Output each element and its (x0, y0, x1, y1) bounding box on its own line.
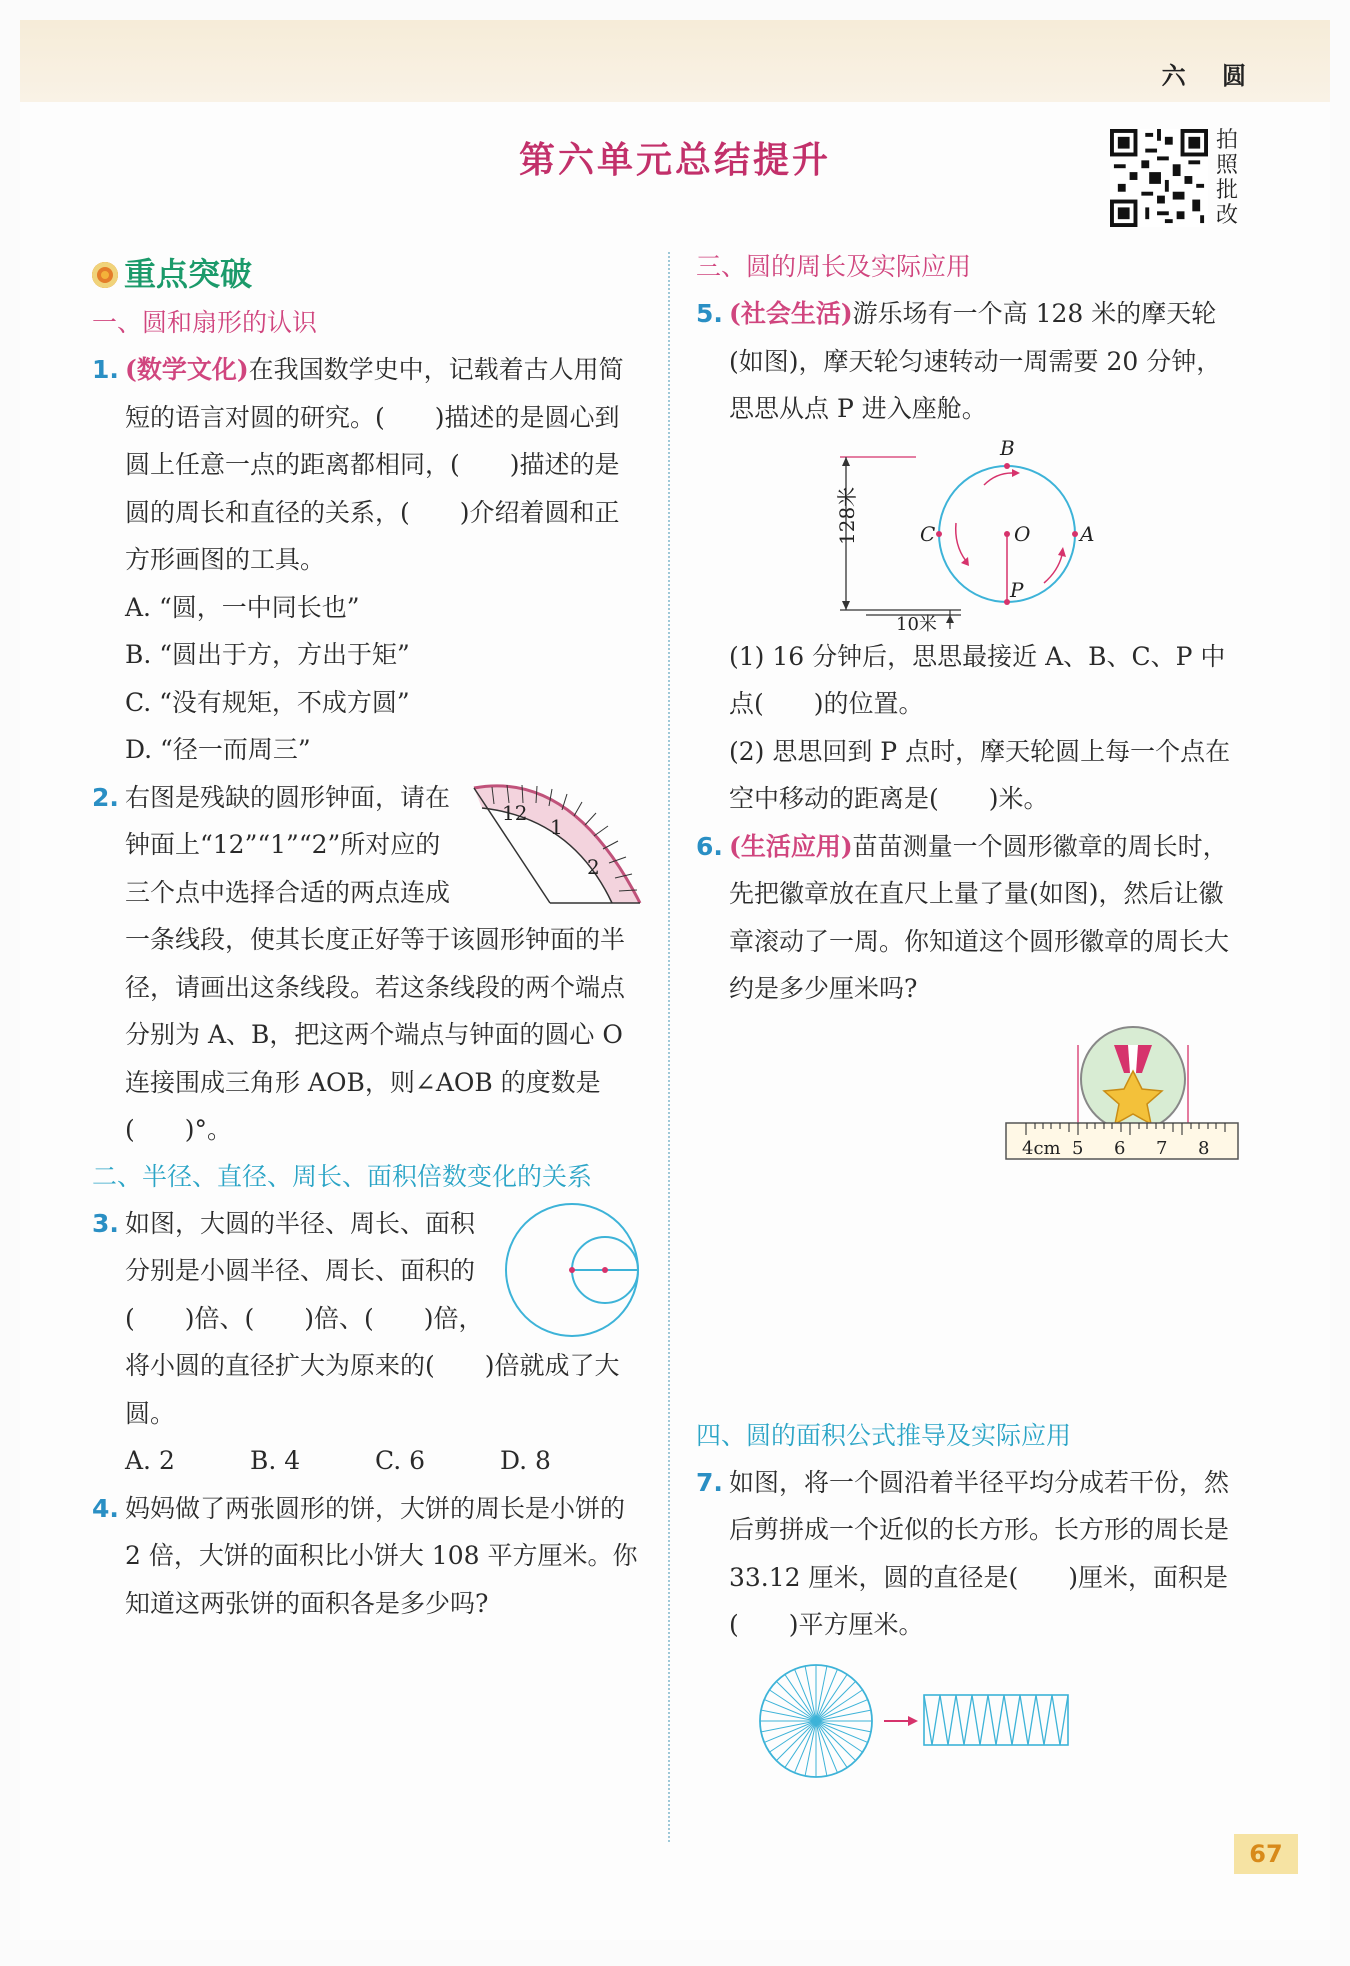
target-icon (92, 262, 118, 288)
option-b: B. “圆出于方，方出于矩” (125, 640, 410, 669)
ruler-label-4cm: 4cm (1022, 1137, 1061, 1159)
two-circles-figure (502, 1200, 642, 1340)
question-text: 如图，将一个圆沿着半径平均分成若干份，然后剪拼成一个近似的长方形。长方形的周长是 33.12 厘米，圆的直径是( )厘米，面积是( )平方厘米。 (729, 1467, 1230, 1639)
question-5 (696, 290, 1241, 433)
choice-b: B. 4 (250, 1446, 301, 1475)
question-number: 5. (696, 299, 723, 328)
option-d: D. “径一而周三” (125, 735, 311, 764)
point-p: P (1010, 577, 1024, 602)
key-points-heading (92, 248, 642, 300)
clock-label-1: 1 (550, 814, 563, 839)
question-2 (92, 774, 642, 1154)
question-5-part-1 (696, 633, 1241, 728)
page-title: 第六单元总结提升 (518, 140, 831, 181)
height-label: 128米 (835, 486, 859, 545)
question-number: 2. (92, 782, 119, 812)
question-1 (92, 346, 642, 584)
question-tag: (数学文化) (125, 355, 249, 384)
ruler-label-8: 8 (1198, 1137, 1210, 1159)
answer-space (696, 1181, 1241, 1413)
circle-to-rectangle-figure (696, 1659, 1241, 1789)
choice-d: D. 8 (500, 1446, 551, 1475)
question-text: 如图，大圆的半径、周长、面积分别是小圆半径、周长、面积的( )倍、( )倍、( )倍，将小圆的直径扩大为原来的( )倍就成了大圆。 (125, 1208, 620, 1428)
choice-c: C. 6 (375, 1446, 426, 1475)
broken-clock-figure (472, 778, 642, 906)
circle-sector-line (816, 1721, 856, 1761)
question-3 (92, 1200, 642, 1438)
question-7 (696, 1459, 1241, 1649)
question-4 (92, 1485, 642, 1628)
point-o: O (1014, 521, 1031, 546)
choice-a: A. 2 (125, 1446, 175, 1475)
clock-label-2: 2 (587, 854, 600, 879)
question-text: 在我国数学史中，记载着古人用简短的语言对圆的研究。( )描述的是圆心到圆上任意一点的距离都相同，( )描述的是圆的周长和直径的关系，( )介绍着圆和正方形画图的工具。 (125, 355, 624, 574)
qr-label: 拍照批改 (1216, 128, 1239, 228)
section-2-heading: 二、半径、直径、周长、面积倍数变化的关系 (92, 1161, 593, 1191)
key-points-label: 重点突破 (124, 255, 253, 293)
circle-sector-line (776, 1721, 816, 1761)
ruler-label-7: 7 (1156, 1137, 1168, 1159)
question-text: 游乐场有一个高 128 米的摩天轮(如图)，摩天轮匀速转动一周需要 20 分钟，思思从点 P 进入座舱。 (729, 299, 1222, 423)
section-4-heading: 四、圆的面积公式推导及实际应用 (696, 1420, 1072, 1450)
question-number: 6. (696, 831, 723, 861)
question-number: 1. (92, 355, 119, 384)
point-c: C (920, 521, 936, 546)
badge-ruler-figure (696, 1021, 1241, 1181)
right-column (696, 244, 1241, 1789)
column-divider (668, 252, 670, 1842)
option-a: A. “圆，一中同长也” (125, 592, 360, 622)
sub-question-text: (2) 思思回到 P 点时，摩天轮圆上每一个点在空中移动的距离是( )米。 (729, 736, 1231, 813)
question-number: 3. (92, 1208, 119, 1238)
question-text: 右图是残缺的圆形钟面，请在钟面上“12”“1”“2”所对应的三个点中选择合适的两点连成一条线段，使其长度正好等于该圆形钟面的半径，请画出这条线段。若这条线段的两个端点分别为 A、B，把这两个端点与钟面的圆心 O 连接围成三角形 AOB，则∠AOB 的度数是( )°。 (125, 782, 626, 1144)
question-5-part-2 (696, 728, 1241, 823)
question-6 (696, 823, 1241, 1013)
chapter-label: 六 圆 (1161, 62, 1260, 90)
question-tag: (社会生活) (729, 299, 853, 328)
option-c: C. “没有规矩，不成方圆” (125, 687, 410, 717)
point-b: B (1000, 435, 1015, 460)
page-number: 67 (1234, 1834, 1298, 1874)
ferris-wheel-figure (696, 433, 1241, 633)
sub-question-text: (1) 16 分钟后，思思最接近 A、B、C、P 中点( )的位置。 (729, 641, 1226, 718)
clock-label-12: 12 (502, 800, 528, 825)
left-column (92, 248, 642, 1627)
question-number: 4. (92, 1493, 119, 1523)
circle-sector-line (776, 1681, 816, 1721)
choice-row (125, 1437, 642, 1485)
question-text: 妈妈做了两张圆形的饼，大饼的周长是小饼的 2 倍，大饼的面积比小饼大 108 平方厘米。你知道这两张饼的面积各是多少吗? (125, 1493, 638, 1618)
base-label: 10米 (896, 613, 937, 633)
question-tag: (生活应用) (729, 831, 853, 861)
point-a: A (1080, 521, 1095, 546)
circle-sector-line (816, 1681, 856, 1721)
section-1-heading: 一、圆和扇形的认识 (92, 308, 318, 337)
qr-code-icon[interactable] (1110, 128, 1208, 228)
ruler-label-5: 5 (1072, 1137, 1084, 1159)
section-3-heading: 三、圆的周长及实际应用 (696, 252, 972, 281)
header-band (20, 20, 1330, 102)
question-number: 7. (696, 1467, 723, 1497)
question-text: 苗苗测量一个圆形徽章的周长时，先把徽章放在直尺上量了量(如图)，然后让徽章滚动了一周。你知道这个圆形徽章的周长大约是多少厘米吗? (729, 831, 1230, 1003)
ruler-label-6: 6 (1114, 1137, 1126, 1159)
